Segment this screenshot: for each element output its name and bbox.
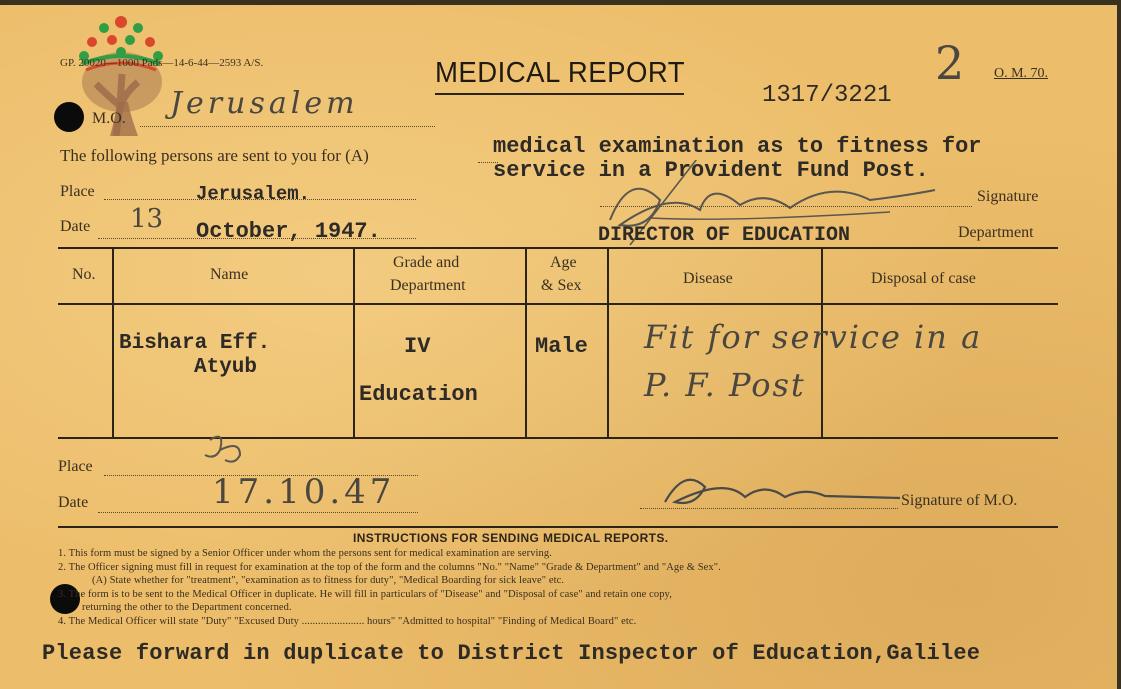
signature-label: Signature: [977, 188, 1039, 205]
reference-number: 1317/3221: [762, 82, 892, 109]
right-edge: [1117, 0, 1121, 689]
place-label: Place: [60, 183, 95, 200]
department-label: Department: [958, 224, 1034, 241]
instructions-heading: INSTRUCTIONS FOR SENDING MEDICAL REPORTS.: [353, 531, 669, 545]
row-name-line-1: Bishara Eff.: [119, 332, 271, 355]
row-department: Education: [359, 382, 478, 407]
row-age-sex: Male: [535, 334, 588, 359]
print-reference: GP. 20020—1000 Pads—14-6-44—2593 A/S.: [60, 57, 264, 69]
title-underline: [435, 93, 684, 95]
forward-instruction: Please forward in duplicate to District Inspector of Education,Galilee: [42, 641, 981, 666]
header-disposal: Disposal of case: [871, 270, 976, 287]
header-disease: Disease: [683, 270, 733, 287]
date-value: October, 1947.: [196, 219, 381, 244]
mo-handwritten-value: Jerusalem: [170, 86, 359, 121]
instruction-line-6: 4. The Medical Officer will state "Duty" "Excused Duty ....................... hours" "Admitted to hospital" "Finding of Medical Board" etc.: [58, 616, 637, 627]
handwritten-mark: 2: [935, 36, 965, 90]
header-name: Name: [210, 266, 249, 283]
header-no: No.: [72, 266, 96, 283]
table-top-border: [58, 247, 1058, 249]
header-age-1: Age: [550, 254, 577, 271]
header-grade-1: Grade and: [393, 254, 460, 271]
instruction-line-3: (A) State whether for "treatment", "examination as to fitness for duty", "Medical Boarding for sick leave" etc.: [92, 575, 565, 586]
col-divider-3: [525, 247, 527, 437]
mo-signature-label: Signature of M.O.: [901, 492, 1018, 509]
row-name-line-2: Atyub: [194, 356, 258, 379]
purpose-line-2: service in a Provident Fund Post.: [493, 158, 929, 183]
mo-label: M.O.: [92, 110, 126, 127]
punch-hole-top: [54, 102, 84, 132]
top-border: [0, 0, 1121, 5]
col-divider-1: [112, 247, 114, 437]
row-disease-line-1: Fit for service in a: [644, 318, 983, 356]
form-code: O. M. 70.: [994, 66, 1049, 81]
mo-signature: [655, 462, 905, 512]
instruction-line-2: 2. The Officer signing must fill in request for examination at the top of the form and the columns "No." "Name" "Grade & Department" and "Age & Sex".: [58, 562, 721, 573]
header-grade-2: Department: [390, 277, 466, 294]
place-value: Jerusalem.: [196, 183, 311, 205]
mo-dotted-line: [140, 126, 435, 127]
intro-text: The following persons are sent to you for (A): [60, 146, 369, 165]
mo-place-label: Place: [58, 458, 93, 475]
mo-date-label: Date: [58, 494, 89, 511]
instruction-line-5: returning the other to the Department concerned.: [82, 602, 292, 613]
col-divider-4: [607, 247, 609, 437]
header-age-2: & Sex: [541, 277, 582, 294]
signature-dotted-line: [600, 206, 972, 207]
row-grade: IV: [404, 334, 431, 359]
department-value: DIRECTOR OF EDUCATION: [598, 224, 851, 247]
instruction-line-1: 1. This form must be signed by a Senior Officer under whom the persons sent for medical examination are serving.: [58, 548, 552, 559]
instructions-top-border: [58, 526, 1058, 528]
form-title: MEDICAL REPORT: [435, 57, 686, 89]
table-header-divider: [58, 303, 1058, 305]
mo-signature-dotted-line: [640, 508, 898, 509]
mo-date-handwritten: 17.10.47: [212, 472, 396, 512]
date-day-handwritten: 13: [130, 204, 164, 234]
date-label: Date: [60, 218, 91, 235]
instruction-line-4: 3. The form is to be sent to the Medical Officer in duplicate. He will fill in particulars of "Disease" and "Disposal of case" and retain one copy,: [58, 589, 672, 600]
mo-date-dotted-line: [98, 512, 418, 513]
row-disease-line-2: P. F. Post: [644, 366, 806, 404]
intro-dotted-line: [478, 162, 498, 163]
col-divider-2: [353, 247, 355, 437]
purpose-line-1: medical examination as to fitness for: [493, 134, 982, 159]
mo-initials: [180, 430, 260, 490]
